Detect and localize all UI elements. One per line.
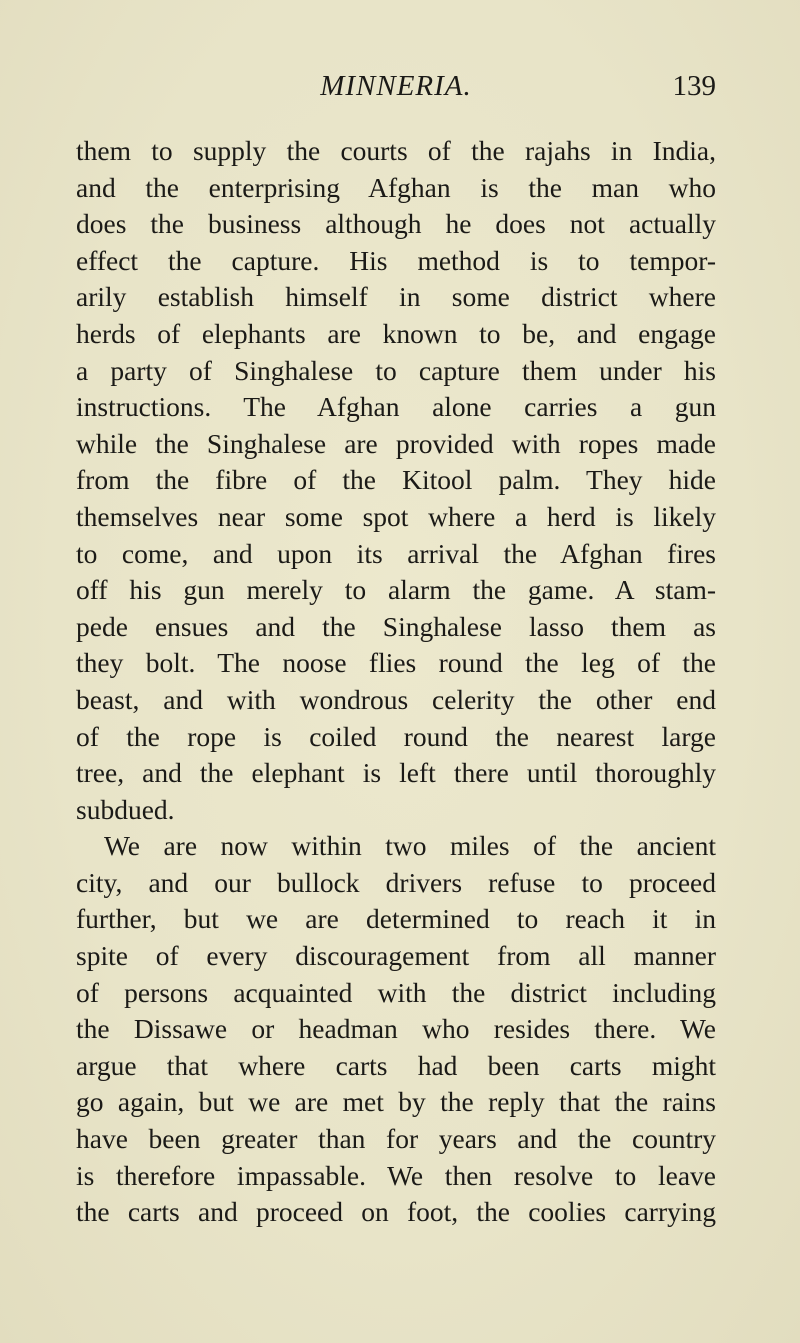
text-line: spite of every discouragement from all manner (76, 940, 716, 972)
text-line: of the rope is coiled round the nearest large (76, 720, 716, 752)
text-line: city, and our bullock drivers refuse to proceed (76, 866, 716, 898)
text-line: the carts and proceed on foot, the coolies carrying (76, 1196, 716, 1228)
running-head (76, 70, 716, 110)
text-line: the Dissawe or headman who resides there. We (76, 1013, 716, 1045)
text-line: arily establish himself in some district where (76, 281, 716, 313)
page-number: 139 (672, 70, 716, 102)
text-line: and the enterprising Afghan is the man who (76, 171, 716, 203)
text-line: while the Singhalese are provided with ropes made (76, 427, 716, 459)
text-line: instructions. The Afghan alone carries a gun (76, 391, 716, 423)
text-line: further, but we are determined to reach it in (76, 903, 716, 935)
text-line: beast, and with wondrous celerity the other end (76, 683, 716, 715)
text-line: them to supply the courts of the rajahs in India, (76, 135, 716, 166)
text-line: tree, and the elephant is left there until thoroughly (76, 757, 716, 789)
body-text (76, 133, 716, 1231)
text-line: herds of elephants are known to be, and engage (76, 317, 716, 349)
text-line: a party of Singhalese to capture them under his (76, 354, 716, 386)
text-line: from the fibre of the Kitool palm. They hide (76, 464, 716, 496)
text-line: to come, and upon its arrival the Afghan fires (76, 537, 716, 569)
text-line: argue that where carts had been carts might (76, 1049, 716, 1081)
text-line: go again, but we are met by the reply that the rains (76, 1086, 716, 1118)
text-line: they bolt. The noose flies round the leg of the (76, 647, 716, 679)
text-line: themselves near some spot where a herd is likely (76, 500, 716, 532)
text-line: We are now within two miles of the ancient (104, 830, 716, 862)
text-line: off his gun merely to alarm the game. A stam- (76, 574, 716, 606)
text-line: pede ensues and the Singhalese lasso them as (76, 610, 716, 642)
text-line: does the business although he does not actually (76, 208, 716, 240)
text-line: have been greater than for years and the country (76, 1123, 716, 1155)
text-line: subdued. (76, 793, 175, 825)
text-line: of persons acquainted with the district including (76, 976, 716, 1008)
text-line: is therefore impassable. We then resolve to leave (76, 1159, 716, 1191)
running-title: MINNERIA. (320, 70, 472, 102)
text-line: effect the capture. His method is to tempor- (76, 244, 716, 276)
